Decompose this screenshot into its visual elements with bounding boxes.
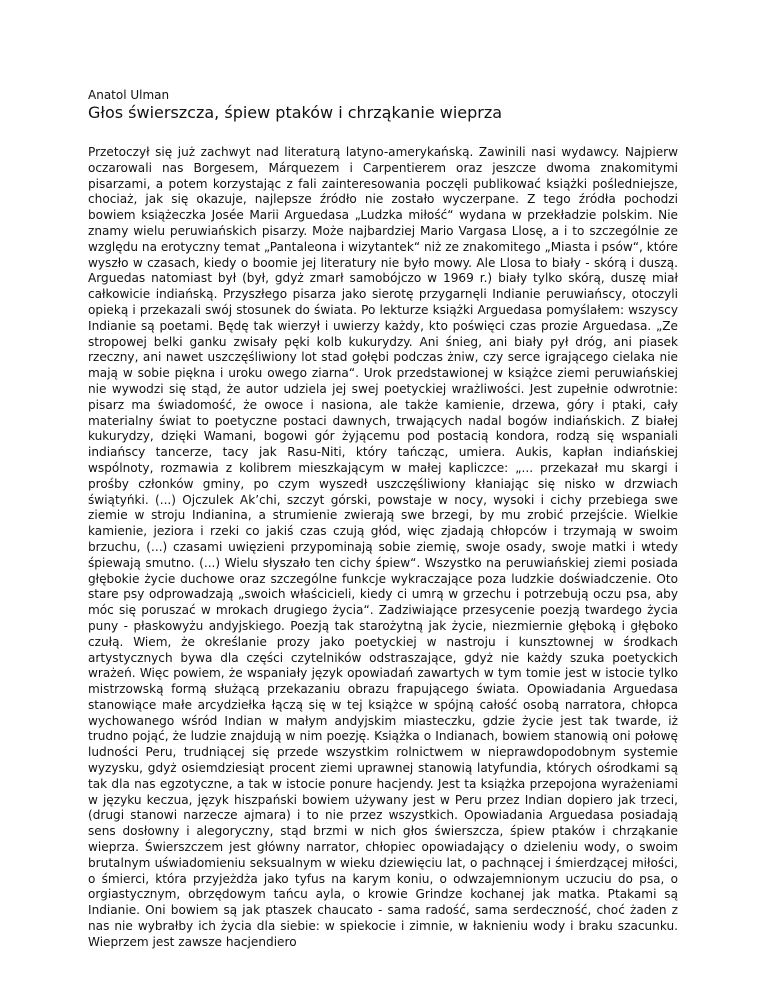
author-name: Anatol Ulman [88, 88, 170, 102]
article-body: Przetoczył się już zachwyt nad literaturą latyno-amerykańską. Zawinili nasi wydawcy. Najpierw oczarowali nas Borgesem, Márquezem i Carpentierem oraz jeszcze dwoma znakomitymi pisarzami, a potem korzystając z fali zainteresowania poczęli publikować książki pośledniejsze, chociaż, jak się okazuje, najlepsze źródło nie zostało wyczerpane. Z tego źródła pochodzi bowiem książeczka Josée Marii Arguedasa „Ludzka miłość“ wydana w przekładzie polskim. Nie znamy wielu peruwiańskich pisarzy. Może najbardziej Mario Vargasa Llosę, a i to szczególnie ze względu na erotyczny temat „Pantaleona i wizytantek“ niż ze znakomitego „Miasta i psów“, które wyszło w czasach, kiedy o boomie jej literatury nie było mowy. Ale Llosa to biały - skórą i duszą. Arguedas natomiast był (był, gdyż zmarł samobójczo w 1969 r.) biały tylko skórą, duszę miał całkowicie indiańską. Przyszłego pisarza jako sierotę przygarnęli Indianie peruwiańscy, otoczyli opieką i przekazali swój stosunek do świata. Po lekturze książki Arguedasa pomyślałem: wszyscy Indianie są poetami. Będę tak wierzył i uwierzy każdy, kto poświęci czas prozie Arguedasa. „Ze stropowej belki ganku zwisały pęki kolb kukurydzy. Ani śnieg, ani biały pył dróg, ani piasek rzeczny, ani nawet uszczęśliwiony lot stad gołębi podczas żniw, czy serce igrającego cielaka nie mają w sobie piękna i uroku owego ziarna“. Urok przedstawionej w książce ziemi peruwiańskiej nie wywodzi się stąd, że autor udziela jej swej poetyckiej wrażliwości. Jest zupełnie odwrotnie: pisarz ma świadomość, że owoce i nasiona, ale także kamienie, drzewa, góry i ptaki, cały materialny świat to poetyczne postaci dawnych, trwających nadal bogów indiańskich. Z białej kukurydzy, dzięki Wamani, bogowi gór żyjącemu pod postacią kondora, rodzą się wspaniali indiańscy tancerze, tacy jak Rasu-Niti, który tańcząc, umiera. Aukis, kapłan indiańskiej wspólnoty, rozmawia z kolibrem mieszkającym w małej kapliczce: „... przekazał mu skargi i prośby członków gminy, po czym wyszedł uszczęśliwiony kłaniając się nisko w drzwiach świątyńki. (...) Ojczulek Ak’chi, szczyt górski, powstaje w nocy, wysoki i cichy przebiega swe ziemie w stroju Indianina, a strumienie zwierają swe brzegi, by mu zrobić przejście. Wielkie kamienie, jeziora i rzeki co jakiś czas czują głód, więc zjadają chłopców i trzymają w swoim brzuchu, (...) czasami uwięzieni przypominają sobie ziemię, swoje osady, swoje matki i wtedy śpiewają smutno. (...) Wielu słyszało ten cichy śpiew“. Wszystko na peruwiańskiej ziemi posiada głębokie życie duchowe oraz szczególne funkcje wykraczające poza ludzkie doświadczenie. Oto stare psy odprowadzają „swoich właścicieli, kiedy ci umrą w grzechu i potrzebują oczu psa, aby móc się poruszać w mrokach drugiego życia“. Zadziwiające przesycenie poezją twardego życia puny - płaskowyżu andyjskiego. Poezją tak starożytną jak życie, niezmiernie głęboką i głęboko czułą. Wiem, że określanie prozy jako poetyckiej w nastroju i kunsztownej w środkach artystycznych bywa dla części czytelników odstraszające, gdyż nie każdy szuka poetyckich wrażeń. Więc powiem, że wspaniały język opowiadań zawartych w tym tomie jest w istocie tylko mistrzowską formą służącą przekazaniu obrazu frapującego świata. Opowiadania Arguedasa stanowiące małe arcydziełka łączą się w tej książce w spójną całość osobą narratora, chłopca wychowanego wśród Indian w małym andyjskim miasteczku, gdzie życie jest tak twarde, iż trudno pojąć, że ludzie znajdują w nim poezję. Książka o Indianach, bowiem stanowią oni połowę ludności Peru, trudniącej się przede wszystkim rolnictwem w nieprawdopodobnym systemie wyzysku, gdyż osiemdziesiąt procent ziemi uprawnej stanowią latyfundia, których ośrodkami są tak dla nas egzotyczne, a tak w istocie ponure hacjendy. Jest ta książka przepojona wyrażeniami w języku keczua, język hiszpański bowiem używany jest w Peru przez Indian dopiero jak trzeci, (drugi stanowi narzecze ajmara) i to nie przez wszystkich. Opowiadania Arguedasa posiadają sens dosłowny i alegoryczny, stąd brzmi w nich głos świerszcza, śpiew ptaków i chrząkanie wieprza. Świerszczem jest główny narrator, chłopiec opowiadający o dzieleniu wody, o swoim brutalnym uświadomieniu seksualnym w wieku dziewięciu lat, o pachnącej i śmierdzącej miłości, o śmierci, która przyjeżdża jako tyfus na karym koniu, o odwzajemnionym uczuciu do psa, o orgiastycznym, obrzędowym tańcu ayla, o krowie Grindze kochanej jak matka. Ptakami są Indianie. Oni bowiem są jak ptaszek chaucato - sama radość, sama serdeczność, choć żaden z nas nie wybrałby ich życia dla siebie: w spiekocie i zimnie, w łaknieniu wody i braku szacunku. Wieprzem jest zawsze hacjendiero [88, 145, 678, 949]
article-title: Głos świerszcza, śpiew ptaków i chrząkanie wieprza [88, 103, 503, 122]
document-page [88, 88, 678, 951]
